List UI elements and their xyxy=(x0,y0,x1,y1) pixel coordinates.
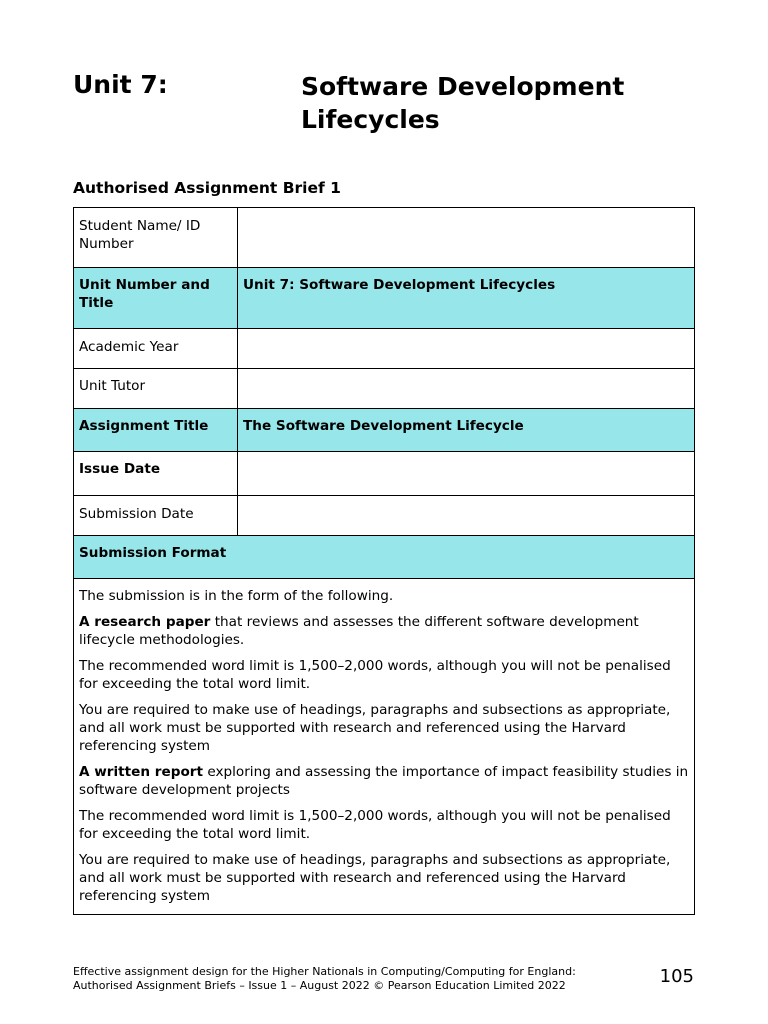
unit-tutor-value[interactable] xyxy=(238,369,695,409)
research-paper-paragraph xyxy=(79,613,689,649)
row-submission-body xyxy=(74,579,695,915)
unit-number-value: Unit 7: Software Development Lifecycles xyxy=(238,268,695,329)
brief-heading: Authorised Assignment Brief 1 xyxy=(73,179,341,197)
row-unit-number xyxy=(74,268,695,329)
row-unit-tutor xyxy=(74,369,695,409)
footer-line-1: Effective assignment design for the Higher Nationals in Computing/Computing for England: xyxy=(73,965,576,978)
student-name-value[interactable] xyxy=(238,208,695,268)
assignment-brief-table xyxy=(73,207,695,915)
unit-tutor-label: Unit Tutor xyxy=(74,369,238,409)
issue-date-value[interactable] xyxy=(238,452,695,496)
row-submission-format xyxy=(74,536,695,579)
word-limit-1: The recommended word limit is 1,500–2,000 words, although you will not be penalised for exceeding the total word limit. xyxy=(79,658,671,692)
submission-date-label: Submission Date xyxy=(74,496,238,536)
unit-number-label: Unit Number and Title xyxy=(74,268,238,329)
assignment-title-value: The Software Development Lifecycle xyxy=(238,409,695,452)
written-report-bold: A written report xyxy=(79,764,203,780)
page-number: 105 xyxy=(659,966,694,987)
headings-requirement-2: You are required to make use of headings, paragraphs and subsections as appropriate, and all work must be supported with research and referenced using the Harvard referencing system xyxy=(79,852,671,904)
page-footer xyxy=(73,965,576,993)
word-limit-2: The recommended word limit is 1,500–2,000 words, although you will not be penalised for exceeding the total word limit. xyxy=(79,808,671,842)
submission-body xyxy=(74,579,695,915)
research-paper-bold: A research paper xyxy=(79,614,211,630)
student-name-label: Student Name/ ID Number xyxy=(74,208,238,268)
row-academic-year xyxy=(74,329,695,369)
row-issue-date xyxy=(74,452,695,496)
unit-number: Unit 7: xyxy=(73,70,168,99)
research-paper-text: that reviews and assesses the different software development lifecycle methodologies. xyxy=(79,614,639,648)
written-report-paragraph xyxy=(79,763,689,799)
issue-date-label: Issue Date xyxy=(74,452,238,496)
assignment-title-label: Assignment Title xyxy=(74,409,238,452)
academic-year-label: Academic Year xyxy=(74,329,238,369)
submission-format-label: Submission Format xyxy=(74,536,695,579)
footer-line-2: Authorised Assignment Briefs – Issue 1 – August 2022 © Pearson Education Limited 2022 xyxy=(73,979,566,992)
unit-title-line-1: Software Development xyxy=(301,72,625,101)
written-report-text: exploring and assessing the importance of impact feasibility studies in software development projects xyxy=(79,764,689,798)
headings-requirement-1: You are required to make use of headings, paragraphs and subsections as appropriate, and all work must be supported with research and referenced using the Harvard referencing system xyxy=(79,702,671,754)
submission-date-value[interactable] xyxy=(238,496,695,536)
row-student-name xyxy=(74,208,695,268)
unit-title xyxy=(301,70,701,136)
submission-intro: The submission is in the form of the following. xyxy=(79,588,394,604)
unit-title-line-2: Lifecycles xyxy=(301,105,440,134)
academic-year-value[interactable] xyxy=(238,329,695,369)
row-assignment-title xyxy=(74,409,695,452)
row-submission-date xyxy=(74,496,695,536)
